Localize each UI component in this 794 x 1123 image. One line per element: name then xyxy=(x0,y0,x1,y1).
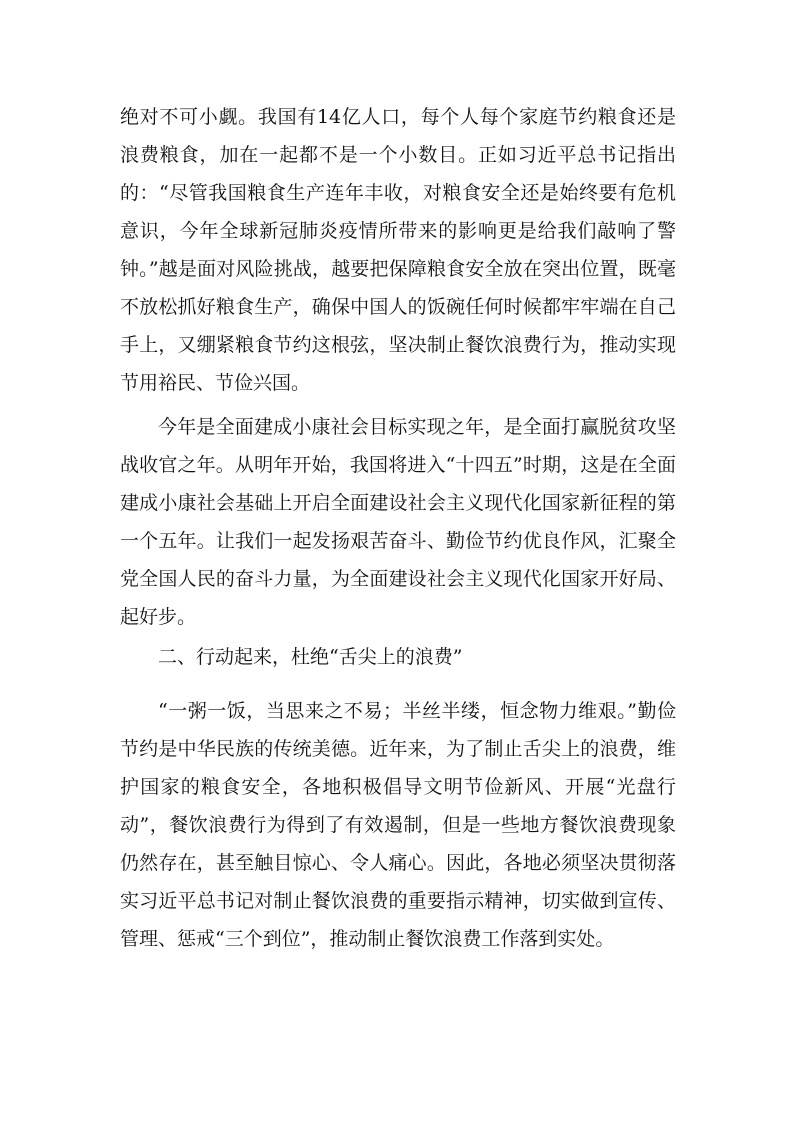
paragraph-text: 今年是全面建成小康社会目标实现之年，是全面打赢脱贫攻坚战收官之年。从明年开始，我国将进入“十四五”时期，这是在全面建成小康社会基础上开启全面建设社会主义现代化国家新征程的第一个五年。让我们一起发扬艰苦奋斗、勤俭节约优良作风，汇聚全党全国人民的奋斗力量，为全面建设社会主义现代化国家开好局、起好步。 xyxy=(120,416,676,628)
paragraph-text: 绝对不可小觑。我国有14亿人口，每个人每个家庭节约粮食还是浪费粮食，加在一起都不是一个小数目。正如习近平总书记指出的：“尽管我国粮食生产连年丰收，对粮食安全还是始终要有危机意识，今年全球新冠肺炎疫情所带来的影响更是给我们敲响了警钟。”越是面对风险挑战，越要把保障粮食安全放在突出位置，既毫不放松抓好粮食生产，确保中国人的饭碗任何时候都牢牢端在自己手上，又绷紧粮食节约这根弦，坚决制止餐饮浪费行为，推动实现节用裕民、节俭兴国。 xyxy=(120,106,676,394)
section-heading-text: 二、行动起来，杜绝“舌尖上的浪费” xyxy=(158,646,463,668)
section-heading xyxy=(120,638,676,676)
paragraph-1 xyxy=(120,98,676,402)
paragraph-text: “一粥一饭，当思来之不易；半丝半缕，恒念物力维艰。”勤俭节约是中华民族的传统美德。近年来，为了制止舌尖上的浪费，维护国家的粮食安全，各地积极倡导文明节俭新风、开展“光盘行动”，餐饮浪费行为得到了有效遏制，但是一些地方餐饮浪费现象仍然存在，甚至触目惊心、令人痛心。因此，各地必须坚决贯彻落实习近平总书记对制止餐饮浪费的重要指示精神，切实做到宣传、管理、惩戒“三个到位”，推动制止餐饮浪费工作落到实处。 xyxy=(120,700,676,950)
paragraph-4 xyxy=(120,692,676,958)
paragraph-2 xyxy=(120,408,676,636)
